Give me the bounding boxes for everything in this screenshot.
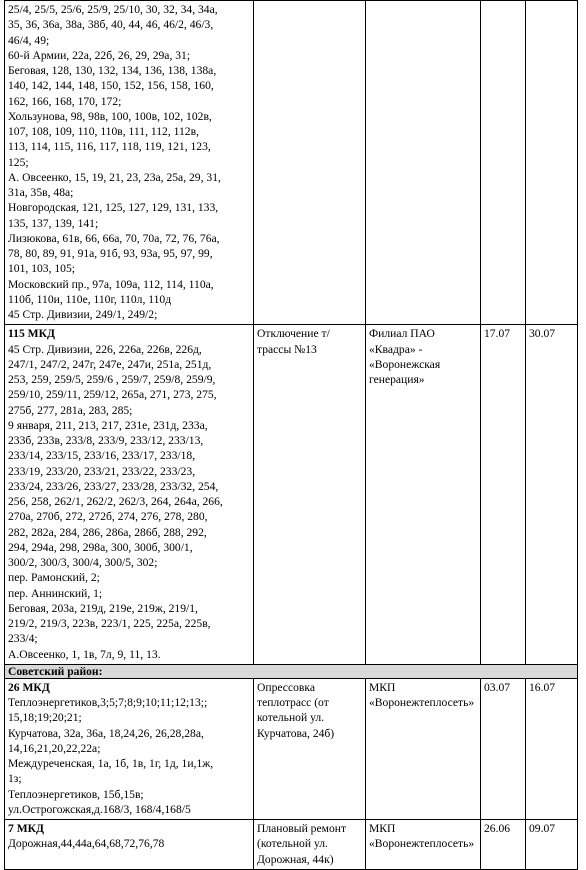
address-line: 107, 108, 109, 110, 110в, 111, 112, 112в, xyxy=(8,125,199,138)
address-line: Междуреченская, 1а, 1б, 1в, 1г, 1д, 1и,1ж, xyxy=(8,757,214,770)
address-line: 219/2, 219/3, 223в, 223/1, 225, 225а, 225в, xyxy=(8,617,211,630)
address-line: 300/2, 300/3, 300/4, 300/5, 302; xyxy=(8,556,158,569)
address-line: 110б, 110и, 110е, 110г, 110л, 110д xyxy=(8,292,172,306)
address-line: 233/19, 233/20, 233/21, 233/22, 233/23, xyxy=(8,464,196,478)
address-line: 233/24, 233/26, 233/27, 233/28, 233/32, 254, xyxy=(8,479,219,493)
address-line: 125; xyxy=(8,155,29,169)
start-date-cell xyxy=(481,325,526,665)
responsible-organization: МКП «Воронежтеплосеть» xyxy=(369,822,475,851)
table-row xyxy=(5,820,578,870)
start-date-cell xyxy=(481,820,526,870)
building-count: 115 МКД xyxy=(8,327,55,341)
start-date-cell xyxy=(481,1,526,325)
start-date: 03.07 xyxy=(484,680,511,694)
building-count: 7 МКД xyxy=(8,822,45,835)
address-line: Теплоэнергетиков,3;5;7;8;9;10;11;12;13;; xyxy=(8,696,208,709)
reason-cell xyxy=(254,820,366,870)
address-line: 25/4, 25/5, 25/6, 25/9, 25/10, 30, 32, 34, 34а, xyxy=(8,3,218,16)
address-line: 31а, 35в, 48а; xyxy=(8,186,74,199)
address-line: 256, 258, 262/1, 262/2, 262/3, 264, 264а, 266, xyxy=(8,495,223,508)
address-line: 294, 294а, 298, 298а, 300, 300б, 300/1, xyxy=(8,540,193,554)
address-line: 45 Стр. Дивизии, 249/1, 249/2; xyxy=(8,308,158,321)
table-row xyxy=(5,325,578,665)
outage-reason: Плановый ремонт (котельной ул. Дорожная, 44к) xyxy=(257,822,347,866)
reason-cell xyxy=(254,325,366,665)
organization-cell xyxy=(366,678,481,819)
address-line: Хользунова, 98, 98в, 100, 100в, 102, 102в, xyxy=(8,109,212,123)
reason-cell xyxy=(254,678,366,819)
outage-reason: Отключение т/трассы №13 xyxy=(257,327,330,356)
district-row xyxy=(5,664,578,678)
address-line: 259/10, 259/11, 259/12, 265а, 271, 273, 275, xyxy=(8,388,217,402)
building-count: 26 МКД xyxy=(8,680,50,694)
address-cell xyxy=(5,325,254,665)
address-line: 135, 137, 139, 141; xyxy=(8,216,99,230)
address-line: Новгородская, 121, 125, 127, 129, 131, 133, xyxy=(8,201,219,215)
address-line: 1з; xyxy=(8,772,22,786)
address-cell xyxy=(5,820,254,870)
address-line: Дорожная,44,44а,64,68,72,76,78 xyxy=(8,837,165,851)
address-line: А. Овсеенко, 15, 19, 21, 23, 23а, 25а, 29, 31, xyxy=(8,170,221,184)
outage-table-body xyxy=(5,1,578,870)
address-line: А.Овсеенко, 1, 1в, 7л, 9, 11, 13. xyxy=(8,647,161,661)
address-line: 270а, 270б, 272, 272б, 274, 276, 278, 280, xyxy=(8,510,208,524)
address-line: 140, 142, 144, 148, 150, 152, 156, 158, 160, xyxy=(8,79,214,93)
table-row xyxy=(5,678,578,819)
address-line: 233б, 233в, 233/8, 233/9, 233/12, 233/13, xyxy=(8,434,204,447)
address-line: пер. Рамонский, 2; xyxy=(8,571,100,585)
address-line: Беговая, 128, 130, 132, 134, 136, 138, 138а, xyxy=(8,64,217,77)
district-cell xyxy=(5,664,578,678)
start-date: 17.07 xyxy=(484,327,511,341)
address-line: 14,16,21,20,22,22а; xyxy=(8,741,101,755)
reason-cell xyxy=(254,1,366,325)
address-line: 253, 259, 259/5, 259/6 , 259/7, 259/8, 259/9, xyxy=(8,373,216,386)
end-date: 09.07 xyxy=(529,822,556,835)
organization-cell xyxy=(366,325,481,665)
address-line: 101, 103, 105; xyxy=(8,262,75,276)
table-row xyxy=(5,1,578,325)
address-line: Курчатова, 32а, 36а, 18,24,26, 26,28,28а, xyxy=(8,726,204,740)
end-date: 16.07 xyxy=(529,680,556,694)
address-line: ул.Острогожская,д.168/3, 168/4,168/5 xyxy=(8,802,191,816)
address-line: 60-й Армии, 22а, 22б, 26, 29, 29а, 31; xyxy=(8,48,191,62)
responsible-organization: МКП «Воронежтеплосеть» xyxy=(369,680,475,709)
address-line: 78, 80, 89, 91, 91а, 91б, 93, 93а, 95, 97, 99, xyxy=(8,247,213,260)
address-cell xyxy=(5,678,254,819)
start-date-cell xyxy=(481,678,526,819)
end-date-cell xyxy=(526,678,578,819)
outage-reason: Опрессовка теплотрасс (от котельной ул. Курчатова, 24б) xyxy=(257,680,335,740)
address-line: Беговая, 203а, 219д, 219е, 219ж, 219/1, xyxy=(8,601,198,615)
address-line: 275б, 277, 281а, 283, 285; xyxy=(8,403,133,417)
end-date-cell xyxy=(526,820,578,870)
responsible-organization: Филиал ПАО «Квадра» - «Воронежская генерация» xyxy=(369,327,441,386)
address-line: Лизюкова, 61в, 66, 66а, 70, 70а, 72, 76, 76а, xyxy=(8,231,220,245)
end-date-cell xyxy=(526,1,578,325)
address-line: 35, 36, 36а, 38а, 38б, 40, 44, 46, 46/2, 46/3, xyxy=(8,18,214,32)
start-date: 26.06 xyxy=(484,822,511,835)
address-line: 233/14, 233/15, 233/16, 233/17, 233/18, xyxy=(8,449,196,463)
address-line: Теплоэнергетиков, 15б,15в; xyxy=(8,787,144,801)
organization-cell xyxy=(366,820,481,870)
address-line: 233/4; xyxy=(8,632,38,646)
address-line: пер. Аннинский, 1; xyxy=(8,586,103,600)
address-line: 247/1, 247/2, 247г, 247е, 247и, 251а, 251д, xyxy=(8,357,212,371)
address-line: 45 Стр. Дивизии, 226, 226а, 226в, 226д, xyxy=(8,342,202,356)
address-line: 15,18;19;20;21; xyxy=(8,711,82,725)
address-line: 46/4, 49; xyxy=(8,33,50,47)
address-line: 9 января, 211, 213, 217, 231е, 231д, 233а, xyxy=(8,418,208,432)
address-cell xyxy=(5,1,254,325)
address-line: 282, 282а, 284, 286, 286а, 286б, 288, 292, xyxy=(8,525,207,539)
organization-cell xyxy=(366,1,481,325)
address-line: Московский пр., 97а, 109а, 112, 114, 110а, xyxy=(8,277,214,291)
address-line: 162, 166, 168, 170, 172; xyxy=(8,94,122,108)
end-date-cell xyxy=(526,325,578,665)
outage-table xyxy=(4,0,578,870)
end-date: 30.07 xyxy=(529,327,556,341)
district-name: Советский район: xyxy=(8,664,103,678)
address-line: 113, 114, 115, 116, 117, 118, 119, 121, 123, xyxy=(8,140,211,154)
